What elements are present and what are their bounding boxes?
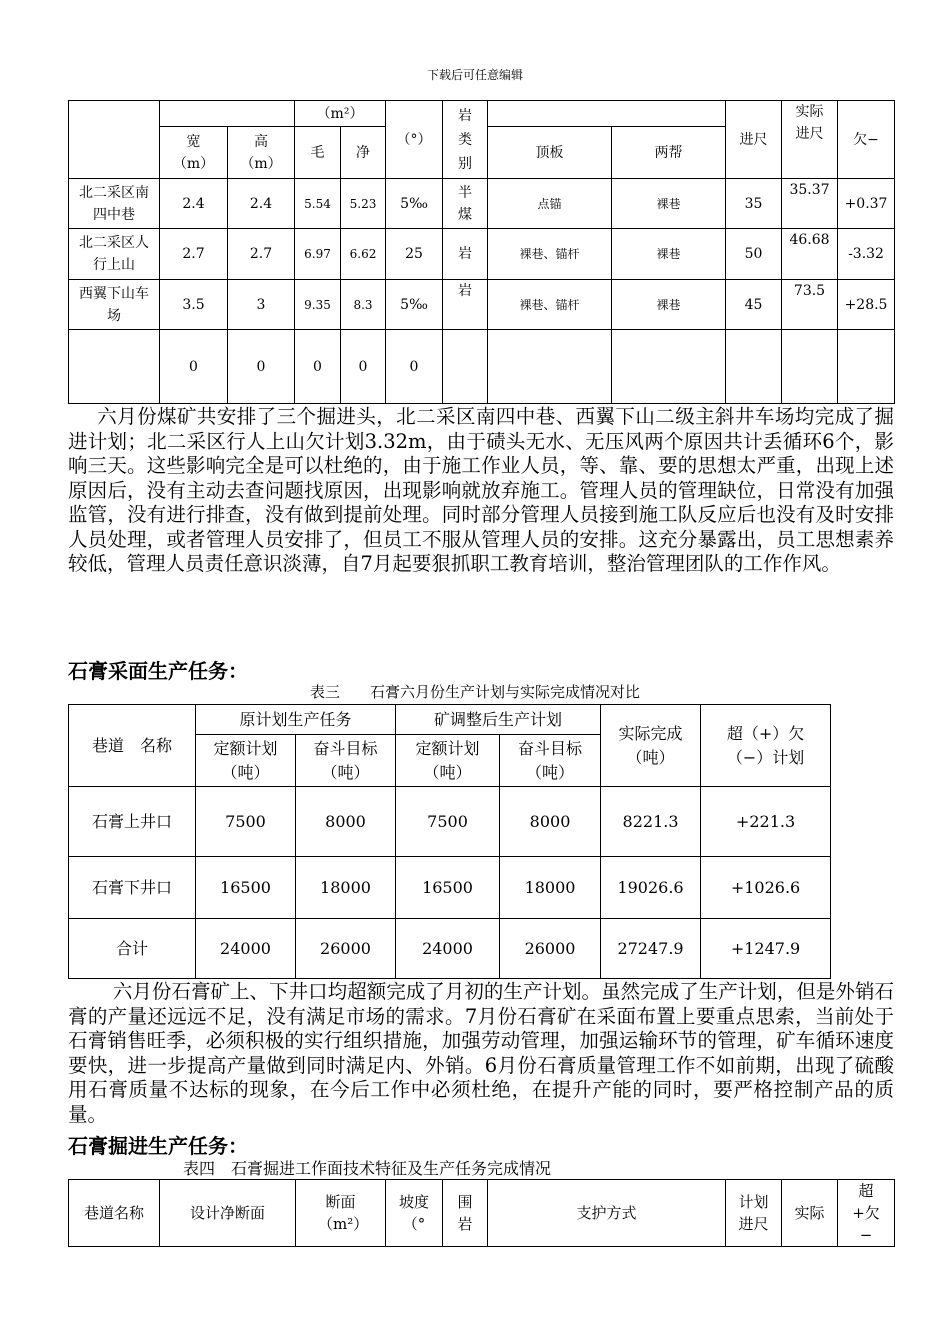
target-cell: 8000 bbox=[500, 787, 601, 857]
actual-cell: 8221.3 bbox=[601, 787, 701, 857]
size-header-cell bbox=[160, 101, 295, 127]
paragraph-gypsum-mining: 六月份石膏矿上、下井口均超额完成了月初的生产计划。虽然完成了生产计划，但是外销石膏的产量还远远不足，没有满足市场的需求。7月份石膏矿在采面布置上要重点思索，当前处于石膏销售旺季，必须积极的实行组织措施，加强劳动管理，加强运输环节的管理，矿车循环速度要快，进一步提高产量做到同时满足内、外销。6月份石膏质量管理工作不如前期，出现了硫酸用石膏质量不达标的现象，在今后工作中必须杜绝，在提升产能的同时，要严格控制产品的质量。 bbox=[68, 980, 894, 1126]
roof-cell: 点锚 bbox=[488, 179, 612, 229]
header-note: 下载后可任意编辑 bbox=[426, 68, 523, 82]
table-row bbox=[69, 280, 895, 330]
width-cell: 0 bbox=[160, 330, 228, 404]
target-cell: 8000 bbox=[296, 787, 396, 857]
table-row bbox=[69, 919, 831, 979]
advance-cell: 45 bbox=[726, 280, 782, 330]
roof-cell: 裸巷、锚杆 bbox=[488, 280, 612, 330]
name-header-cell bbox=[69, 101, 160, 179]
table-row bbox=[69, 229, 895, 280]
diff-cell: -3.32 bbox=[838, 229, 895, 280]
lane-name: 石膏上井口 bbox=[69, 787, 196, 857]
target-cell: 26000 bbox=[500, 919, 601, 979]
diff-cell: +28.5 bbox=[838, 280, 895, 330]
actual-header: 实际 bbox=[782, 1180, 838, 1247]
quota-header: 定额计划（吨） bbox=[196, 735, 296, 787]
section-header: 断面（m²） bbox=[296, 1180, 386, 1247]
quota-cell: 16500 bbox=[396, 857, 500, 919]
lane-name bbox=[69, 330, 160, 404]
lane-name: 合计 bbox=[69, 919, 196, 979]
diff-cell: +0.37 bbox=[838, 179, 895, 229]
table-row bbox=[69, 857, 831, 919]
support-header-cell bbox=[488, 101, 726, 127]
diff-cell: +1247.9 bbox=[701, 919, 831, 979]
lane-name: 北二采区人行上山 bbox=[69, 229, 160, 280]
net-header: 净 bbox=[341, 127, 386, 179]
diff-cell: +221.3 bbox=[701, 787, 831, 857]
section-heading-gypsum-mining: 石膏采面生产任务： bbox=[68, 659, 248, 683]
actual-cell: 35.37 bbox=[782, 179, 838, 229]
gross-cell: 6.97 bbox=[295, 229, 341, 280]
net-cell: 6.62 bbox=[341, 229, 386, 280]
roof-cell bbox=[488, 330, 612, 404]
actual-header: 实际完成（吨） bbox=[601, 705, 701, 787]
diff-header: 超（+）欠（−）计划 bbox=[701, 705, 831, 787]
actual-cell: 19026.6 bbox=[601, 857, 701, 919]
sides-header: 两帮 bbox=[612, 127, 726, 179]
advance-cell: 50 bbox=[726, 229, 782, 280]
tunneling-table bbox=[68, 100, 895, 404]
actual-cell: 73.5 bbox=[782, 280, 838, 330]
gross-cell: 0 bbox=[295, 330, 341, 404]
height-header: 高（m） bbox=[228, 127, 295, 179]
advance-cell: 35 bbox=[726, 179, 782, 229]
net-cell: 0 bbox=[341, 330, 386, 404]
gross-cell: 5.54 bbox=[295, 179, 341, 229]
height-cell: 2.4 bbox=[228, 179, 295, 229]
height-cell: 2.7 bbox=[228, 229, 295, 280]
width-cell: 3.5 bbox=[160, 280, 228, 330]
actual-cell: 27247.9 bbox=[601, 919, 701, 979]
quota-cell: 7500 bbox=[396, 787, 500, 857]
rock-cell: 岩 bbox=[443, 280, 488, 330]
target-cell: 18000 bbox=[500, 857, 601, 919]
width-header: 宽（m） bbox=[160, 127, 228, 179]
slope-cell: 5‰ bbox=[386, 280, 443, 330]
actual-header: 实际进尺 bbox=[782, 101, 838, 179]
gross-header: 毛 bbox=[295, 127, 341, 179]
lane-name: 北二采区南四中巷 bbox=[69, 179, 160, 229]
slope-unit-header: （°） bbox=[386, 101, 443, 179]
roof-cell: 裸巷、锚杆 bbox=[488, 229, 612, 280]
section-unit-header: （m²） bbox=[295, 101, 386, 127]
quota-cell: 16500 bbox=[196, 857, 296, 919]
design-section-header: 设计净断面 bbox=[160, 1180, 296, 1247]
slope-cell: 0 bbox=[386, 330, 443, 404]
rock-cell: 岩 bbox=[443, 229, 488, 280]
rock-cell bbox=[443, 330, 488, 404]
diff-header: 超+欠− bbox=[838, 1180, 895, 1247]
slope-cell: 5‰ bbox=[386, 179, 443, 229]
width-cell: 2.7 bbox=[160, 229, 228, 280]
gross-cell: 9.35 bbox=[295, 280, 341, 330]
advance-cell bbox=[726, 330, 782, 404]
table3-caption: 表三 石膏六月份生产计划与实际完成情况对比 bbox=[309, 683, 640, 701]
net-cell: 5.23 bbox=[341, 179, 386, 229]
section-heading-gypsum-tunneling: 石膏掘进生产任务： bbox=[68, 1134, 248, 1158]
height-cell: 3 bbox=[228, 280, 295, 330]
slope-cell: 25 bbox=[386, 229, 443, 280]
diff-cell: +1026.6 bbox=[701, 857, 831, 919]
quota-cell: 24000 bbox=[396, 919, 500, 979]
lane-name-header: 巷道 名称 bbox=[69, 705, 196, 787]
table-row bbox=[69, 179, 895, 229]
target-cell: 26000 bbox=[296, 919, 396, 979]
height-cell: 0 bbox=[228, 330, 295, 404]
diff-cell bbox=[838, 330, 895, 404]
lane-name-header: 巷道名称 bbox=[69, 1180, 160, 1247]
target-header: 奋斗目标（吨） bbox=[296, 735, 396, 787]
paragraph-coal-tunneling: 六月份煤矿共安排了三个掘进头，北二采区南四中巷、西翼下山二级主斜井车场均完成了掘进计划；北二采区行人上山欠计划3.32m，由于碛头无水、无压风两个原因共计丢循环6个，影响三天。这些影响完全是可以杜绝的，由于施工作业人员，等、靠、要的思想太严重，出现上述原因后，没有主动去查问题找原因，出现影响就放弃施工。管理人员的管理缺位，日常没有加强监管，没有进行排查，没有做到提前处理。同时部分管理人员接到施工队反应后也没有及时安排人员处理，或者管理人员安排了，但员工不服从管理人员的安排。这充分暴露出，员工思想素养较低，管理人员责任意识淡薄，自7月起要狠抓职工教育培训，整治管理团队的工作作风。 bbox=[68, 405, 894, 575]
target-cell: 18000 bbox=[296, 857, 396, 919]
target-header: 奋斗目标（吨） bbox=[500, 735, 601, 787]
advance-header: 进尺 bbox=[726, 101, 782, 179]
adjusted-plan-header: 矿调整后生产计划 bbox=[396, 705, 601, 735]
support-header: 支护方式 bbox=[488, 1180, 726, 1247]
actual-cell: 46.68 bbox=[782, 229, 838, 280]
table-row bbox=[69, 330, 895, 404]
lane-name: 石膏下井口 bbox=[69, 857, 196, 919]
gypsum-tunneling-table bbox=[68, 1179, 895, 1247]
gypsum-production-table bbox=[68, 704, 831, 979]
table-row bbox=[69, 787, 831, 857]
rock-header: 围岩 bbox=[443, 1180, 488, 1247]
quota-cell: 7500 bbox=[196, 787, 296, 857]
plan-header: 计划进尺 bbox=[726, 1180, 782, 1247]
actual-cell bbox=[782, 330, 838, 404]
width-cell: 2.4 bbox=[160, 179, 228, 229]
rock-cell: 半煤 bbox=[443, 179, 488, 229]
sides-cell: 裸巷 bbox=[612, 280, 726, 330]
lane-name: 西翼下山车场 bbox=[69, 280, 160, 330]
sides-cell bbox=[612, 330, 726, 404]
roof-header: 顶板 bbox=[488, 127, 612, 179]
sides-cell: 裸巷 bbox=[612, 179, 726, 229]
sides-cell: 裸巷 bbox=[612, 229, 726, 280]
original-plan-header: 原计划生产任务 bbox=[196, 705, 396, 735]
quota-cell: 24000 bbox=[196, 919, 296, 979]
diff-header: 欠− bbox=[838, 101, 895, 179]
slope-header: 坡度（° bbox=[386, 1180, 443, 1247]
quota-header: 定额计划（吨） bbox=[396, 735, 500, 787]
rock-header: 岩类别 bbox=[443, 101, 488, 179]
net-cell: 8.3 bbox=[341, 280, 386, 330]
table4-caption: 表四 石膏掘进工作面技术特征及生产任务完成情况 bbox=[183, 1159, 552, 1178]
